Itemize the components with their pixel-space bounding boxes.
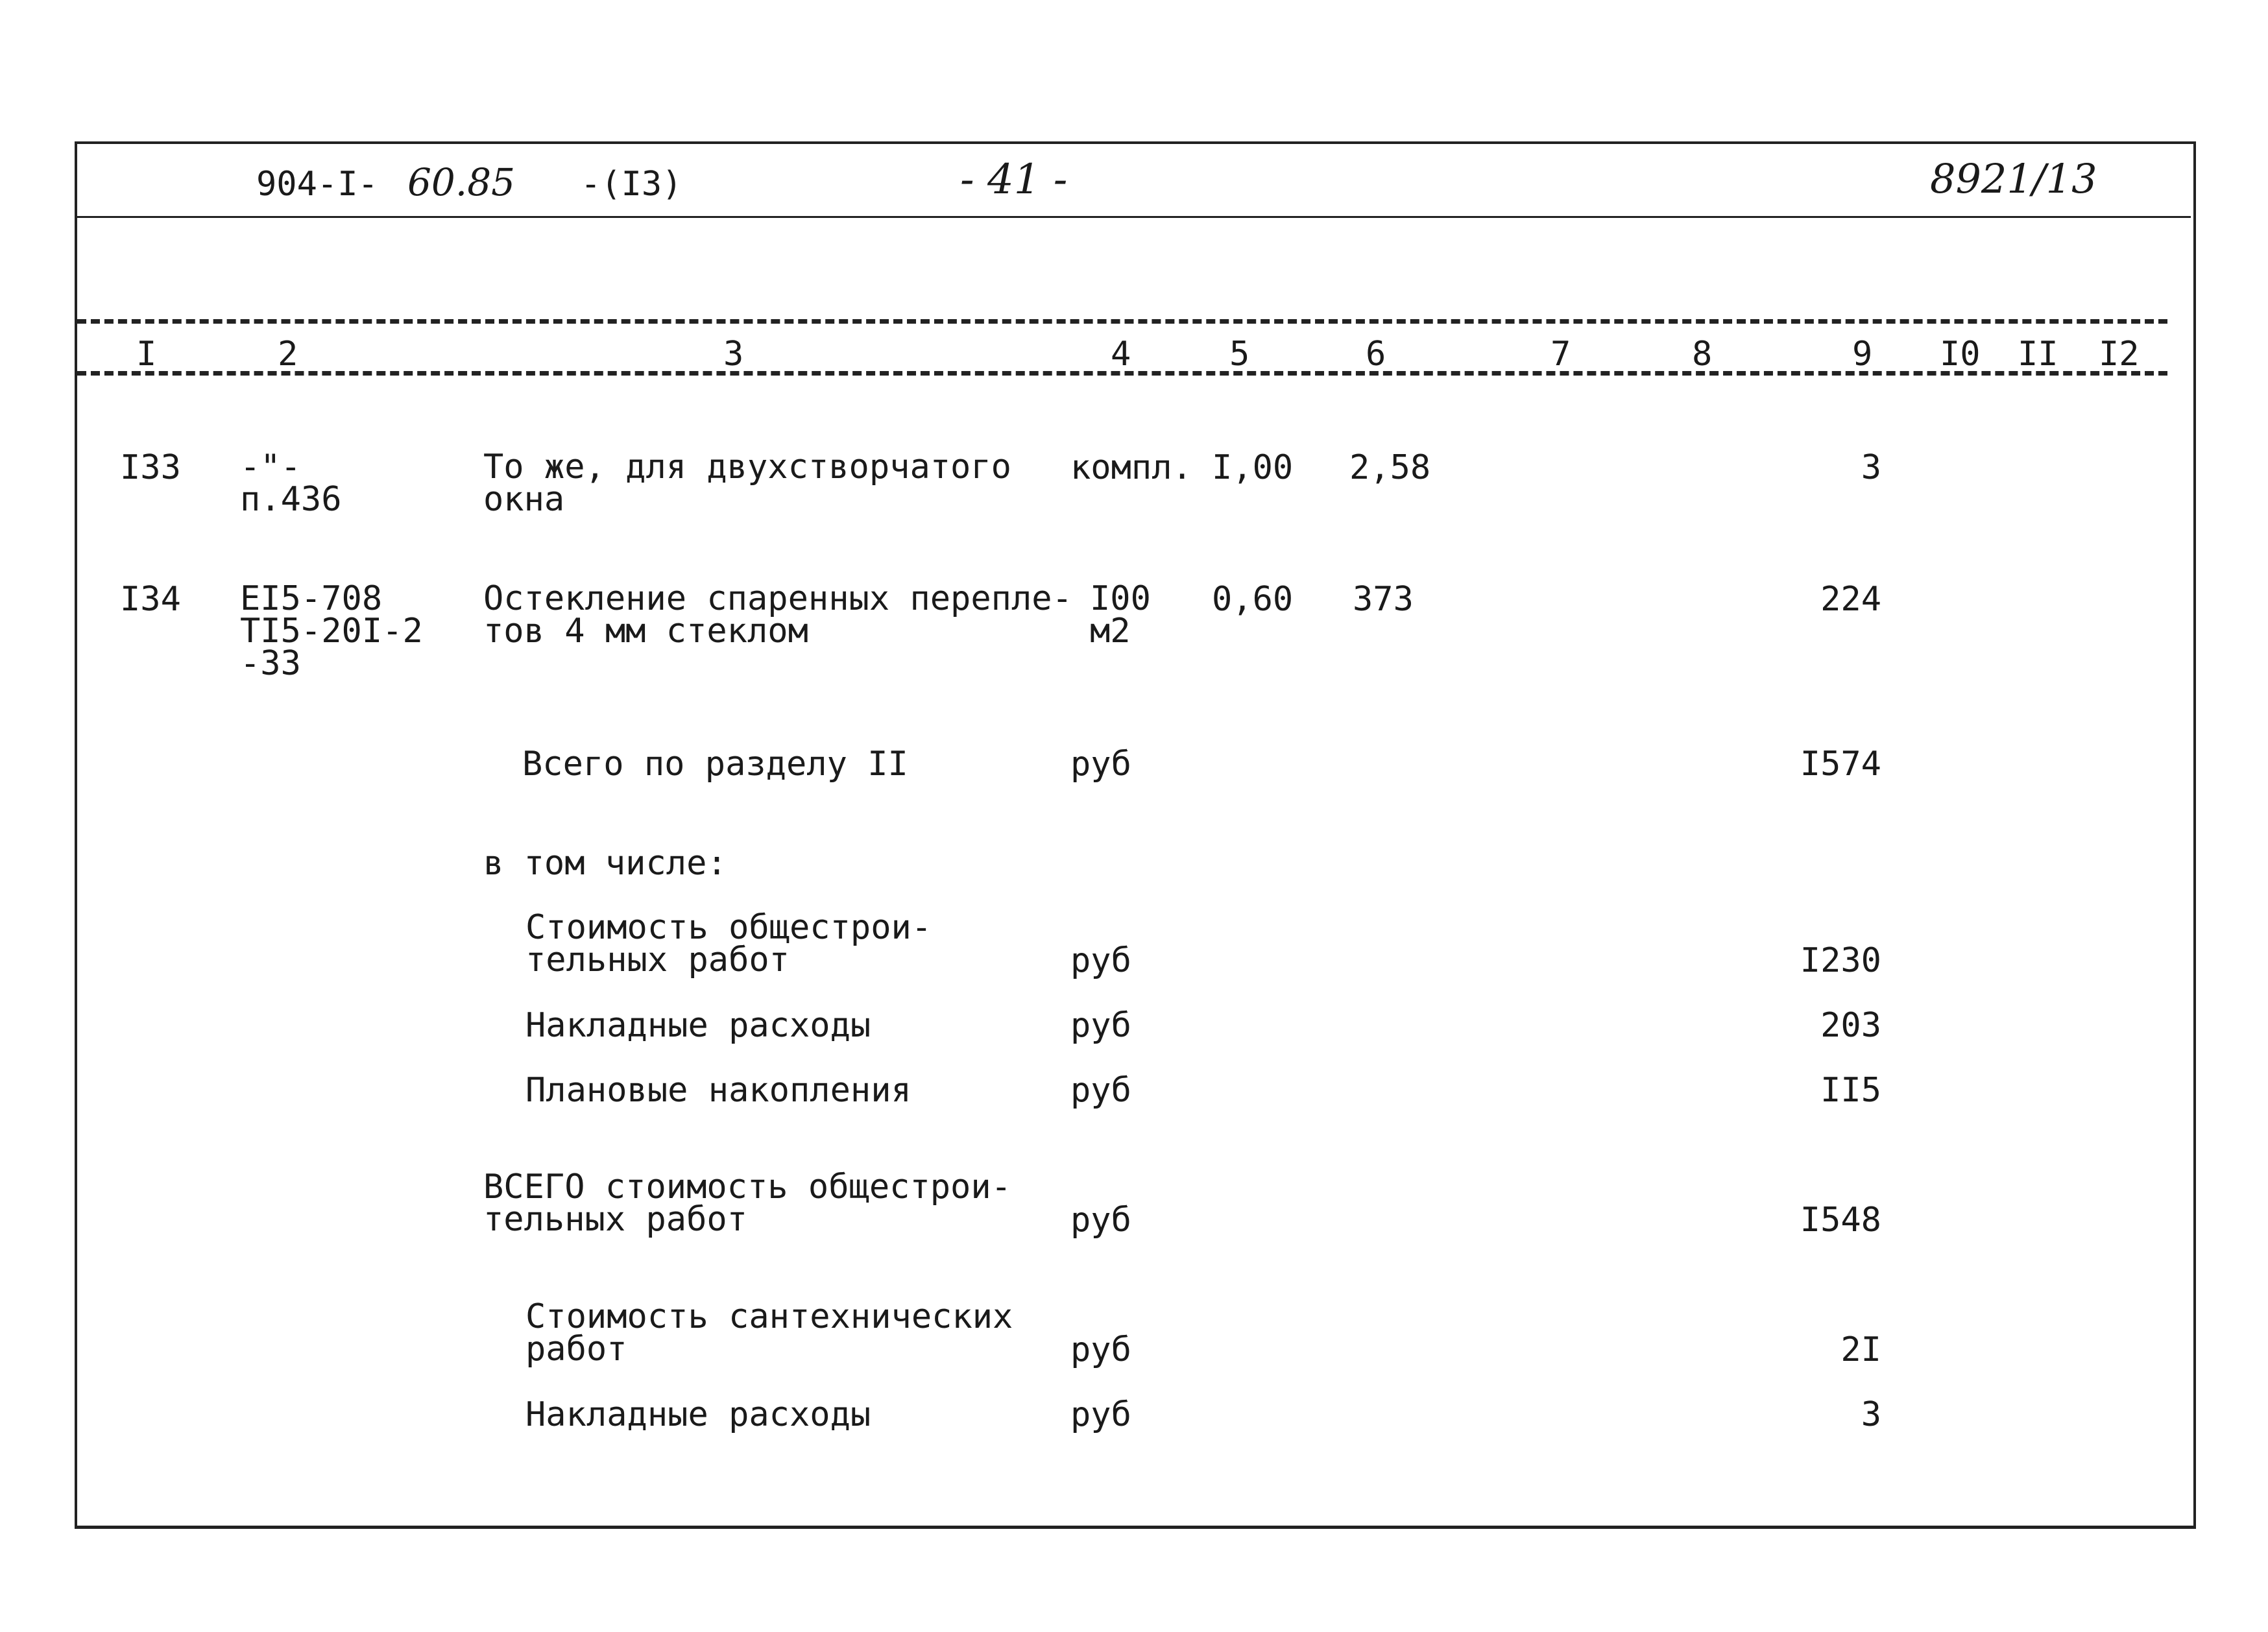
row-unit-cost: 373 [1353,580,1414,619]
general-works-label: Стоимость общестрои- тельных работ [525,908,932,979]
overhead-unit: руб [1070,1006,1131,1045]
column-number-10: I0 [1940,335,1981,374]
overhead-value: 3 [1861,1395,1881,1434]
row-code: EI5-708 TI5-20I-2 -33 [240,579,423,683]
sanitary-works-unit: руб [1070,1330,1131,1369]
row-total: 3 [1861,448,1881,487]
section-total-label: Всего по разделу II [522,745,908,784]
doc-number-prefix: 904-I- [256,165,378,204]
including-label: в том числе: [483,844,727,883]
column-number-3: 3 [723,335,744,374]
column-number-5: 5 [1229,335,1250,374]
column-number-2: 2 [278,335,298,374]
planned-savings-unit: руб [1070,1071,1131,1110]
total-general-works-unit: руб [1070,1201,1131,1240]
general-works-unit: руб [1070,941,1131,980]
column-number-1: I [136,335,157,374]
header-rule [77,216,2191,218]
column-band-top-rule [77,319,2167,324]
overhead-value: 203 [1820,1006,1881,1045]
total-general-works-value: I548 [1800,1201,1881,1240]
page-frame [75,141,2196,1529]
doc-number-suffix: -(I3) [581,165,682,204]
overhead-unit: руб [1070,1395,1131,1434]
row-number: I33 [120,448,181,487]
column-number-4: 4 [1111,335,1131,374]
row-total: 224 [1820,580,1881,619]
sanitary-works-label: Стоимость сантехнических работ [525,1297,1013,1369]
row-quantity: 0,60 [1212,580,1294,619]
row-description: То же, для двухстворчатого окна [483,448,1011,519]
planned-savings-value: II5 [1820,1071,1881,1110]
sanitary-works-value: 2I [1840,1330,1881,1369]
column-number-7: 7 [1550,335,1571,374]
general-works-value: I230 [1800,941,1881,980]
section-total-value: I574 [1800,745,1881,784]
section-total-unit: руб [1070,745,1131,784]
planned-savings-label: Плановые накопления [525,1071,911,1110]
column-number-11: II [2018,335,2058,374]
column-number-8: 8 [1692,335,1713,374]
column-number-6: 6 [1366,335,1386,374]
column-number-9: 9 [1852,335,1873,374]
total-general-works-label: ВСЕГО стоимость общестрои- тельных работ [483,1168,1011,1239]
row-unit: компл. [1070,448,1192,487]
overhead-label: Накладные расходы [525,1006,871,1045]
row-code: -"- п.436 [240,448,342,519]
column-number-12: I2 [2099,335,2140,374]
page-number: - 41 - [960,156,1068,204]
row-quantity: I,00 [1212,448,1294,487]
row-unit-cost: 2,58 [1349,448,1431,487]
archive-number: 8921/13 [1930,155,2097,202]
overhead-label: Накладные расходы [525,1395,871,1434]
doc-number-handwritten: 60.85 [407,160,516,204]
row-unit: I00 м2 [1090,579,1151,651]
row-description: Остекление спаренных переплe- тов 4 мм стеклом [483,579,1072,651]
row-number: I34 [120,580,181,619]
